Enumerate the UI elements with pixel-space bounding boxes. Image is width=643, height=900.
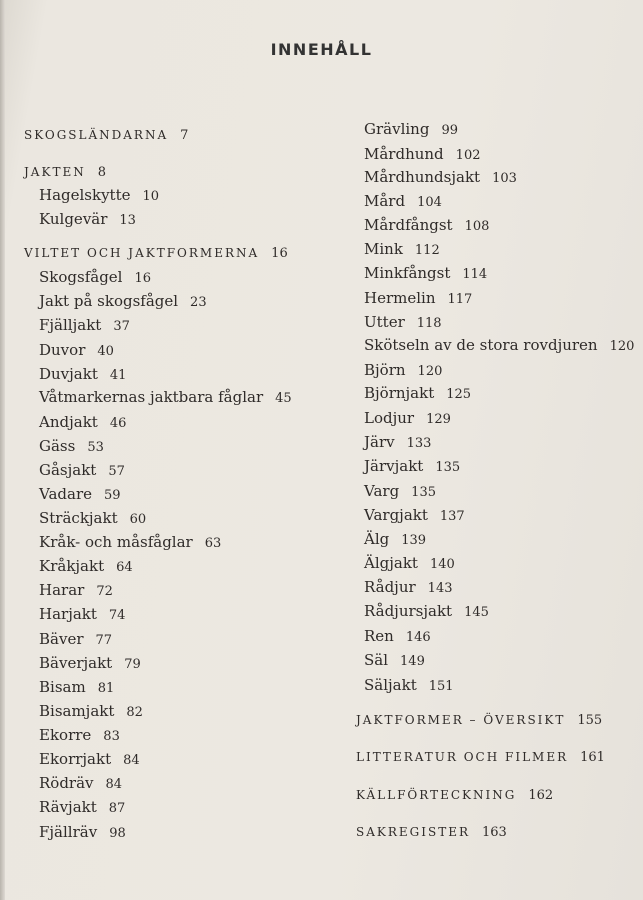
toc-page-number: 8: [97, 165, 106, 180]
toc-entry: [24, 485, 121, 505]
toc-entry-label: Grävling: [364, 120, 430, 138]
toc-entry-label: Rådjursjakt: [364, 602, 453, 620]
toc-page-number: 83: [103, 729, 120, 744]
toc-entry-label: Jakt på skogsfågel: [39, 292, 179, 310]
toc-entry: [24, 798, 125, 818]
toc-entry-label: Rådjur: [364, 578, 416, 596]
toc-entry: [24, 388, 292, 408]
toc-page-number: 16: [271, 246, 288, 261]
toc-page-number: 135: [435, 460, 461, 475]
toc-entry-label: Mårdhund: [364, 145, 444, 163]
toc-page-number: 118: [416, 316, 442, 331]
toc-entry: [24, 509, 146, 529]
toc-page-number: 162: [528, 788, 554, 803]
toc-page-number: 82: [126, 705, 143, 720]
toc-page-number: 84: [105, 777, 123, 792]
toc-entry-label: Skötseln av de stora rovdjuren: [364, 336, 598, 354]
toc-entry-label: Gäss: [39, 437, 76, 455]
toc-entry-label: SAKREGISTER: [356, 825, 470, 839]
toc-entry-label: Mård: [364, 192, 406, 210]
toc-entry-label: Järvjakt: [364, 457, 424, 475]
toc-page-number: 125: [446, 387, 472, 402]
toc-page-number: 10: [142, 189, 160, 204]
toc-entry-label: Mårdhundsjakt: [364, 168, 481, 186]
toc-entry: [364, 168, 517, 188]
toc-entry: [364, 676, 454, 696]
toc-entry: [364, 216, 489, 236]
toc-page-number: 53: [87, 440, 104, 455]
toc-entry-label: Säl: [364, 651, 389, 669]
page-edge: [0, 0, 5, 900]
toc-page-number: 46: [109, 416, 127, 431]
page-title: INNEHÅLL: [270, 40, 373, 59]
toc-page-number: 84: [123, 753, 140, 768]
toc-entry: [364, 530, 426, 550]
toc-entry: [24, 268, 151, 288]
toc-page-number: 45: [275, 391, 292, 406]
toc-page-number: 60: [129, 512, 147, 527]
toc-entry: [24, 437, 104, 457]
toc-entry-label: SKOGSLÄNDARNA: [24, 128, 169, 142]
toc-entry-label: Rävjakt: [39, 798, 97, 816]
toc-entry: [24, 557, 133, 577]
toc-entry-label: Duvjakt: [39, 365, 98, 383]
toc-entry: [24, 210, 136, 230]
toc-entry-label: Skogsfågel: [39, 268, 123, 286]
toc-entry-label: Hermelin: [364, 289, 436, 307]
toc-page-number: 129: [426, 412, 451, 427]
toc-page-number: 104: [417, 195, 442, 210]
toc-entry-label: Björn: [364, 361, 406, 379]
toc-entry: [364, 506, 465, 526]
toc-entry-label: Kulgevär: [39, 210, 108, 228]
toc-entry-label: Älgjakt: [364, 554, 418, 572]
toc-entry-label: Gåsjakt: [39, 461, 97, 479]
toc-page-number: 120: [417, 364, 443, 379]
toc-entry: [24, 581, 113, 601]
toc-entry-label: Duvor: [39, 341, 86, 359]
toc-entry-label: Kråkjakt: [39, 557, 105, 575]
toc-entry: [364, 482, 436, 502]
toc-section: [24, 126, 188, 145]
toc-page-number: 16: [134, 271, 152, 286]
toc-entry-label: Bäver: [39, 630, 84, 648]
toc-section: [356, 786, 553, 805]
toc-page-number: 143: [427, 581, 453, 596]
toc-page-number: 102: [455, 148, 481, 163]
toc-entry-label: Ekorrjakt: [39, 750, 112, 768]
toc-entry: [24, 774, 122, 794]
toc-page-number: 133: [406, 436, 432, 451]
toc-entry-label: Andjakt: [39, 413, 98, 431]
toc-entry-label: Varg: [364, 482, 400, 500]
toc-entry: [364, 264, 487, 284]
toc-entry-label: Kråk- och måsfåglar: [39, 533, 193, 551]
toc-entry: [364, 336, 634, 356]
toc-entry: [364, 313, 442, 333]
toc-section: [356, 823, 507, 842]
toc-entry-label: Harar: [39, 581, 85, 599]
toc-entry-label: Ekorre: [39, 726, 92, 744]
toc-page-number: 108: [464, 219, 490, 234]
toc-entry: [24, 292, 207, 312]
toc-entry: [24, 461, 125, 481]
toc-page-number: 59: [104, 488, 121, 503]
toc-entry-label: JAKTEN: [24, 165, 86, 179]
toc-entry-label: Harjakt: [39, 605, 97, 623]
toc-entry-label: Bäverjakt: [39, 654, 113, 672]
toc-page-number: 72: [96, 584, 113, 599]
toc-entry-label: Mårdfångst: [364, 216, 453, 234]
toc-entry: [24, 750, 140, 770]
toc-entry-label: LITTERATUR OCH FILMER: [356, 750, 569, 764]
toc-page-number: 41: [109, 368, 127, 383]
toc-entry: [24, 654, 141, 674]
toc-entry: [24, 702, 143, 722]
toc-entry-label: Fjällräv: [39, 823, 98, 841]
toc-entry: [364, 240, 440, 260]
toc-entry: [364, 602, 489, 622]
toc-entry: [364, 433, 431, 453]
toc-entry-label: Fjälljakt: [39, 316, 102, 334]
toc-page-number: 87: [108, 801, 126, 816]
toc-entry: [24, 605, 125, 625]
toc-page-number: 63: [204, 536, 222, 551]
toc-entry-label: Utter: [364, 313, 405, 331]
toc-page-number: 145: [464, 605, 489, 620]
toc-page-number: 112: [414, 243, 440, 258]
toc-entry: [364, 145, 481, 165]
toc-entry-label: Bisamjakt: [39, 702, 115, 720]
toc-page-number: 64: [116, 560, 133, 575]
toc-page-number: 79: [124, 657, 141, 672]
toc-entry: [24, 413, 126, 433]
toc-entry-label: JAKTFORMER – ÖVERSIKT: [356, 713, 566, 727]
toc-entry: [364, 409, 451, 429]
toc-entry-label: KÄLLFÖRTECKNING: [356, 788, 517, 802]
toc-entry-label: Björnjakt: [364, 384, 435, 402]
toc-entry: [364, 627, 431, 647]
toc-page-number: 40: [97, 344, 114, 359]
toc-entry: [24, 365, 126, 385]
toc-section: [24, 244, 288, 263]
toc-entry: [24, 823, 126, 843]
toc-page-number: 151: [428, 679, 454, 694]
toc-entry: [24, 316, 130, 336]
toc-page-number: 155: [577, 713, 603, 728]
toc-section: [356, 711, 602, 730]
toc-page-number: 137: [439, 509, 465, 524]
toc-page-number: 81: [97, 681, 115, 696]
toc-entry: [24, 341, 114, 361]
toc-page-number: 103: [492, 171, 517, 186]
toc-page-number: 98: [109, 826, 126, 841]
toc-page-number: 13: [119, 213, 136, 228]
toc-entry-label: Järv: [364, 433, 395, 451]
toc-page-number: 163: [482, 825, 507, 840]
toc-entry: [24, 533, 221, 553]
toc-page-number: 139: [401, 533, 427, 548]
toc-entry-label: Lodjur: [364, 409, 415, 427]
toc-page-number: 7: [180, 128, 189, 143]
toc-entry-label: Vargjakt: [364, 506, 428, 524]
toc-section: [356, 748, 605, 767]
toc-entry-label: Våtmarkernas jaktbara fåglar: [39, 388, 264, 406]
toc-entry: [364, 120, 458, 140]
toc-entry: [364, 361, 442, 381]
toc-page-number: 146: [405, 630, 431, 645]
toc-entry-label: Minkfångst: [364, 264, 451, 282]
toc-page-number: 74: [108, 608, 126, 623]
toc-entry-label: Hagelskytte: [39, 186, 131, 204]
toc-entry-label: VILTET OCH JAKTFORMERNA: [24, 246, 260, 260]
toc-page-number: 77: [95, 633, 113, 648]
toc-section: [24, 163, 106, 182]
toc-page-number: 57: [108, 464, 125, 479]
toc-page-number: 114: [462, 267, 488, 282]
toc-entry-label: Bisam: [39, 678, 86, 696]
toc-entry: [364, 651, 425, 671]
toc-entry-label: Sträckjakt: [39, 509, 118, 527]
toc-entry-label: Rödräv: [39, 774, 94, 792]
toc-page-number: 117: [447, 292, 473, 307]
toc-page-number: 23: [190, 295, 207, 310]
toc-page-number: 161: [580, 750, 605, 765]
toc-entry: [364, 192, 442, 212]
toc-page-number: 99: [441, 123, 458, 138]
toc-entry-label: Mink: [364, 240, 403, 258]
toc-entry: [24, 726, 120, 746]
toc-entry: [24, 186, 159, 206]
toc-entry: [24, 678, 114, 698]
toc-page-number: 135: [411, 485, 436, 500]
toc-page-number: 140: [429, 557, 455, 572]
toc-entry: [364, 554, 455, 574]
toc-entry: [364, 457, 460, 477]
toc-entry-label: Ren: [364, 627, 394, 645]
toc-page-number: 37: [113, 319, 130, 334]
toc-page-number: 149: [400, 654, 425, 669]
toc-page-number: 120: [609, 339, 635, 354]
toc-entry: [364, 289, 472, 309]
toc-entry-label: Älg: [364, 530, 390, 548]
toc-entry: [364, 384, 471, 404]
toc-entry: [24, 630, 112, 650]
toc-entry-label: Säljakt: [364, 676, 417, 694]
toc-entry-label: Vadare: [39, 485, 92, 503]
toc-entry: [364, 578, 453, 598]
